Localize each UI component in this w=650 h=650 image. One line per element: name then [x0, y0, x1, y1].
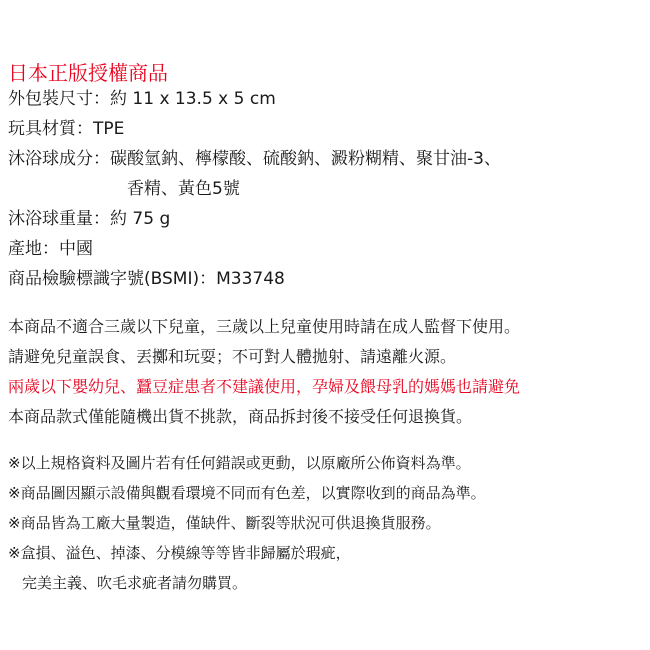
spec-weight: 沐浴球重量：約 75 g — [8, 209, 171, 229]
spec-ingredients: 沐浴球成分：碳酸氫鈉、檸檬酸、硫酸鈉、澱粉糊精、聚甘油-3、 — [8, 149, 501, 169]
disclaimer-returns: ※商品皆為工廠大量製造，僅缺件、斷裂等狀況可供退換貨服務。 — [8, 514, 441, 532]
spec-ingredients-continued: 香精、黃色5號 — [127, 179, 240, 199]
spec-material: 玩具材質：TPE — [8, 119, 125, 139]
spec-package-size: 外包裝尺寸：約 11 x 13.5 x 5 cm — [8, 89, 276, 109]
notice-age-warning: 本商品不適合三歲以下兒童，三歲以上兒童使用時請在成人監督下使用。 — [8, 317, 521, 336]
disclaimer-defects: ※盒損、溢色、掉漆、分模線等等皆非歸屬於瑕疵， — [8, 544, 351, 562]
spec-bsmi: 商品檢驗標識字號(BSMI)：M33748 — [8, 269, 285, 289]
notice-random-style: 本商品款式僅能隨機出貨不挑款，商品拆封後不接受任何退換貨。 — [8, 407, 473, 426]
spec-origin: 產地：中國 — [8, 239, 93, 259]
page-title: 日本正版授權商品 — [8, 61, 168, 85]
disclaimer-specs: ※以上規格資料及圖片若有任何錯誤或更動，以原廠所公佈資料為準。 — [8, 454, 471, 472]
notice-health-warning: 兩歲以下嬰幼兒、蠶豆症患者不建議使用，孕婦及餵母乳的媽媽也請避免 — [8, 377, 521, 396]
disclaimer-color: ※商品圖因顯示設備與觀看環境不同而有色差，以實際收到的商品為準。 — [8, 484, 486, 502]
disclaimer-perfectionist: 完美主義、吹毛求疵者請勿購買。 — [22, 574, 248, 592]
notice-safety-warning: 請避免兒童誤食、丟擲和玩耍；不可對人體拋射、請遠離火源。 — [8, 347, 457, 366]
